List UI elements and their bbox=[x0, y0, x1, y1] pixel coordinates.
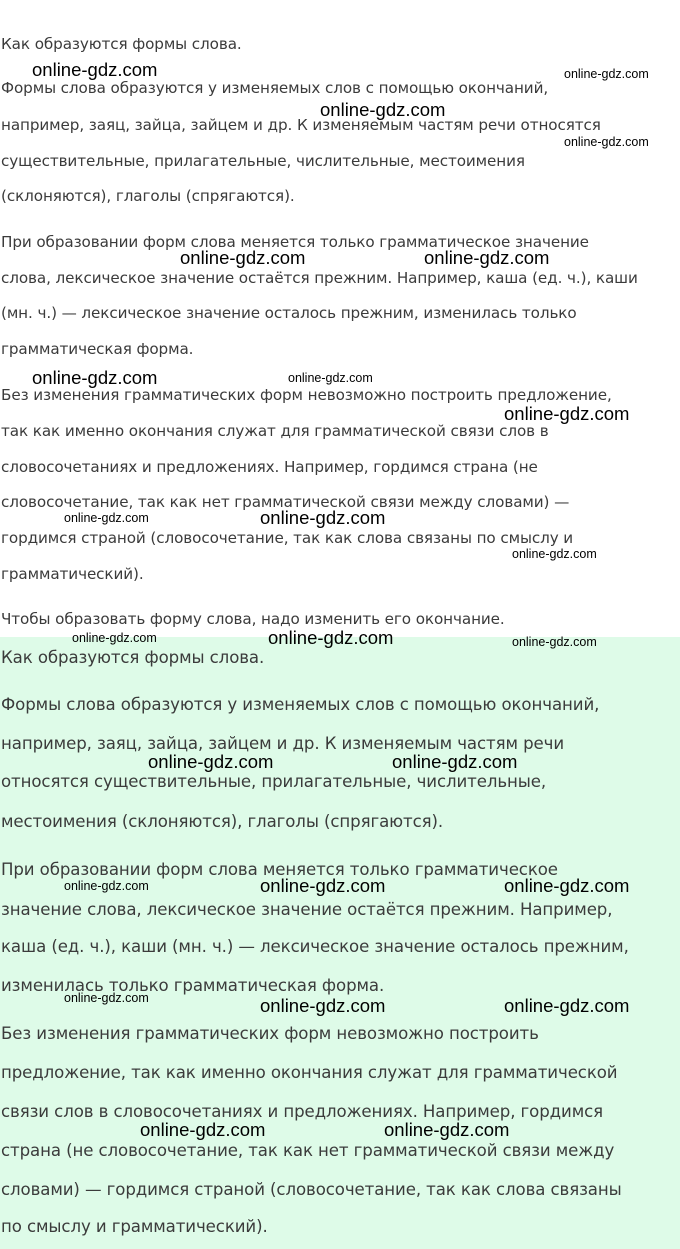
question-line: так как именно окончания служат для грамматической связи слов в bbox=[1, 422, 549, 440]
question-line: слова, лексическое значение остаётся прежним. Например, каша (ед. ч.), каши bbox=[1, 269, 638, 287]
watermark-text: online-gdz.com bbox=[64, 991, 149, 1005]
watermark-text: online-gdz.com bbox=[140, 1119, 266, 1140]
answer-line: страна (не словосочетание, так как нет грамматической связи между bbox=[1, 1141, 615, 1160]
answer-line: каша (ед. ч.), каши (мн. ч.) — лексическое значение осталось прежним, bbox=[1, 937, 629, 956]
question-line: (склоняются), глаголы (спрягаются). bbox=[1, 187, 295, 205]
question-line: Без изменения грамматических форм невозможно построить предложение, bbox=[1, 386, 612, 404]
answer-line: относятся существительные, прилагательные, числительные, bbox=[1, 772, 547, 791]
watermark-text: online-gdz.com bbox=[504, 875, 630, 896]
watermark-text: online-gdz.com bbox=[392, 751, 518, 772]
question-line: словосочетание, так как нет грамматической связи между словами) — bbox=[1, 493, 570, 511]
answer-text-block bbox=[0, 637, 680, 1249]
answer-line: предложение, так как именно окончания служат для грамматической bbox=[1, 1063, 618, 1082]
question-line: Формы слова образуются у изменяемых слов с помощью окончаний, bbox=[1, 79, 549, 97]
watermark-text: online-gdz.com bbox=[64, 511, 149, 525]
watermark-text: online-gdz.com bbox=[260, 875, 386, 896]
watermark-text: online-gdz.com bbox=[288, 371, 373, 385]
watermark-text: online-gdz.com bbox=[148, 751, 274, 772]
watermark-text: online-gdz.com bbox=[512, 547, 597, 561]
answer-line: значение слова, лексическое значение остаётся прежним. Например, bbox=[1, 900, 613, 919]
watermark-text: online-gdz.com bbox=[32, 367, 158, 388]
watermark-text: online-gdz.com bbox=[564, 135, 649, 149]
answer-line: связи слов в словосочетаниях и предложениях. Например, гордимся bbox=[1, 1102, 604, 1121]
answer-line: При образовании форм слова меняется только грамматическое bbox=[1, 860, 558, 879]
watermark-text: online-gdz.com bbox=[504, 995, 630, 1016]
question-line: (мн. ч.) — лексическое значение осталось прежним, изменилась только bbox=[1, 304, 577, 322]
watermark-text: online-gdz.com bbox=[268, 627, 394, 648]
watermark-text: online-gdz.com bbox=[504, 403, 630, 424]
answer-line: Формы слова образуются у изменяемых слов с помощью окончаний, bbox=[1, 695, 600, 714]
question-line: Как образуются формы слова. bbox=[1, 35, 242, 53]
question-line: грамматический). bbox=[1, 565, 144, 583]
answer-line: Без изменения грамматических форм невозможно построить bbox=[1, 1024, 539, 1043]
question-line: существительные, прилагательные, числительные, местоимения bbox=[1, 152, 525, 170]
question-line: например, заяц, зайца, зайцем и др. К изменяемым частям речи относятся bbox=[1, 116, 601, 134]
question-line: При образовании форм слова меняется только грамматическое значение bbox=[1, 233, 589, 251]
question-line: словосочетаниях и предложениях. Например, гордимся страна (не bbox=[1, 458, 538, 476]
answer-line: изменилась только грамматическая форма. bbox=[1, 976, 385, 995]
watermark-text: online-gdz.com bbox=[32, 59, 158, 80]
watermark-text: online-gdz.com bbox=[320, 99, 446, 120]
answer-line: словами) — гордимся страной (словосочетание, так как слова связаны bbox=[1, 1180, 622, 1199]
answer-line: местоимения (склоняются), глаголы (спрягаются). bbox=[1, 812, 444, 831]
watermark-text: online-gdz.com bbox=[384, 1119, 510, 1140]
answer-line: Как образуются формы слова. bbox=[1, 648, 265, 667]
answer-line: например, заяц, зайца, зайцем и др. К изменяемым частям речи bbox=[1, 734, 565, 753]
watermark-text: online-gdz.com bbox=[260, 507, 386, 528]
watermark-text: online-gdz.com bbox=[512, 635, 597, 649]
watermark-text: online-gdz.com bbox=[64, 879, 149, 893]
watermark-text: online-gdz.com bbox=[424, 247, 550, 268]
question-line: гордимся страной (словосочетание, так как слова связаны по смыслу и bbox=[1, 529, 574, 547]
watermark-text: online-gdz.com bbox=[72, 631, 157, 645]
watermark-text: online-gdz.com bbox=[180, 247, 306, 268]
watermark-text: online-gdz.com bbox=[564, 67, 649, 81]
answer-line: по смыслу и грамматический). bbox=[1, 1217, 268, 1236]
question-line: грамматическая форма. bbox=[1, 340, 194, 358]
question-line: Чтобы образовать форму слова, надо изменить его окончание. bbox=[1, 610, 505, 628]
watermark-text: online-gdz.com bbox=[260, 995, 386, 1016]
